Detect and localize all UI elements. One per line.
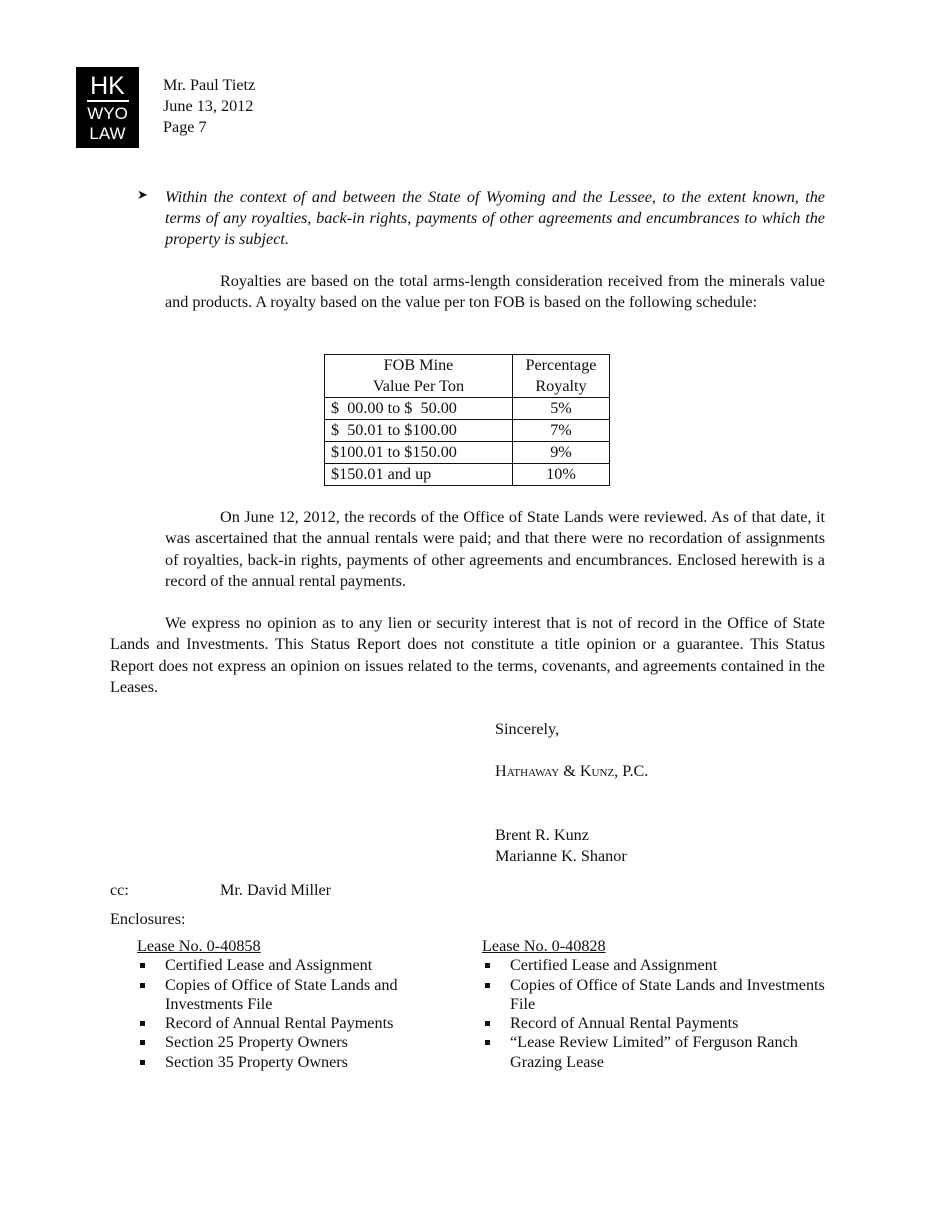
royalty-cell: 9% [513, 442, 610, 464]
list-item-text: Record of Annual Rental Payments [165, 1014, 394, 1033]
signature-block [495, 719, 648, 867]
letter-header [163, 75, 255, 138]
closing: Sincerely, [495, 720, 560, 738]
square-bullet-icon [140, 963, 145, 968]
records-paragraph [165, 507, 825, 592]
list-item [137, 1033, 437, 1052]
opinion-paragraph-text: We express no opinion as to any lien or security interest that is not of record in the Office of State Lands and Investments. This Status Report does not constitute a title opinion or a guarantee. This Status Report does not express an opinion on issues related to the terms, covenants, and agreements contained in the Leases. [110, 614, 825, 696]
table-row [325, 442, 610, 464]
list-item-text: Section 25 Property Owners [165, 1033, 348, 1052]
list-item [137, 956, 437, 975]
enclosure-lease-left [137, 937, 437, 1072]
square-bullet-icon [485, 1021, 490, 1026]
list-item [482, 976, 847, 1015]
royalty-schedule-table [324, 354, 610, 486]
list-item-text: Record of Annual Rental Payments [510, 1014, 739, 1033]
enclosure-list [482, 956, 847, 1072]
square-bullet-icon [485, 963, 490, 968]
lease-title: Lease No. 0-40828 [482, 937, 606, 955]
list-item [482, 1033, 847, 1072]
square-bullet-icon [485, 983, 490, 988]
logo-hk: HK [90, 72, 125, 100]
royalty-cell: 5% [513, 398, 610, 420]
letter-date: June 13, 2012 [163, 97, 254, 115]
logo-wyo: WYO [87, 103, 128, 123]
firm-name: Hathaway & Kunz, P.C. [495, 762, 649, 780]
list-item [137, 1014, 437, 1033]
logo-law: LAW [89, 123, 126, 143]
value-range-cell: $150.01 and up [325, 464, 513, 486]
list-item [137, 976, 437, 1015]
list-item [482, 1014, 847, 1033]
list-item [482, 956, 847, 975]
list-item-text: Copies of Office of State Lands and Investments File [510, 975, 825, 1013]
square-bullet-icon [140, 1060, 145, 1065]
list-item-text: Section 35 Property Owners [165, 1052, 348, 1071]
value-range-cell: $100.01 to $150.00 [325, 442, 513, 464]
square-bullet-icon [485, 1040, 490, 1045]
royalty-cell: 7% [513, 420, 610, 442]
opinion-paragraph [110, 613, 825, 698]
square-bullet-icon [140, 983, 145, 988]
square-bullet-icon [140, 1021, 145, 1026]
enclosure-lease-right [482, 937, 847, 1072]
list-item-text: “Lease Review Limited” of Ferguson Ranch Grazing Lease [510, 1033, 798, 1071]
recipient-name: Mr. Paul Tietz [163, 76, 256, 94]
header-line: FOB Mine [383, 356, 454, 374]
header-line: Percentage [525, 356, 597, 374]
table-row [325, 464, 610, 486]
royalties-paragraph-text: Royalties are based on the total arms-length consideration received from the minerals value and products. A royalty based on the value per ton FOB is based on the following schedule: [165, 272, 825, 312]
records-paragraph-text: On June 12, 2012, the records of the Office of State Lands were reviewed. As of that date, it was ascertained that the annual rentals were paid; and that there were no recordation of assignments of royalties, back-in rights, payments of other agreements and encumbrances. Enclosed herewith is a record of the annual rental payments. [165, 508, 825, 590]
cc-label: cc: [110, 881, 129, 899]
page-number: Page 7 [163, 118, 207, 136]
royalties-paragraph [165, 271, 825, 314]
value-range-cell: $ 00.00 to $ 50.00 [325, 398, 513, 420]
royalty-cell: 10% [513, 464, 610, 486]
enclosure-list [137, 956, 437, 1072]
arrow-bullet-icon: ➤ [137, 187, 148, 202]
signer-name: Marianne K. Shanor [495, 847, 627, 865]
value-range-cell: $ 50.01 to $100.00 [325, 420, 513, 442]
firm-logo [76, 67, 139, 148]
table-row [325, 398, 610, 420]
header-percentage-royalty [513, 355, 610, 398]
list-item [137, 1053, 437, 1072]
logo-divider [87, 100, 129, 102]
list-item-text: Certified Lease and Assignment [165, 956, 373, 975]
signer-name: Brent R. Kunz [495, 826, 589, 844]
list-item-text: Certified Lease and Assignment [510, 956, 718, 975]
cc-name: Mr. David Miller [220, 881, 332, 899]
bullet-heading [137, 187, 825, 250]
table-header-row [325, 355, 610, 398]
square-bullet-icon [140, 1040, 145, 1045]
enclosures-label: Enclosures: [110, 910, 186, 928]
table-row [325, 420, 610, 442]
lease-title: Lease No. 0-40858 [137, 937, 261, 955]
header-line: Value Per Ton [372, 377, 465, 395]
bullet-heading-text: Within the context of and between the State of Wyoming and the Lessee, to the extent known, the terms of any royalties, back-in rights, payments of other agreements and encumbrances to which the property is subject. [165, 188, 825, 248]
header-line: Royalty [535, 377, 587, 395]
list-item-text: Copies of Office of State Lands and Investments File [165, 975, 398, 1013]
header-fob-value [325, 355, 513, 398]
